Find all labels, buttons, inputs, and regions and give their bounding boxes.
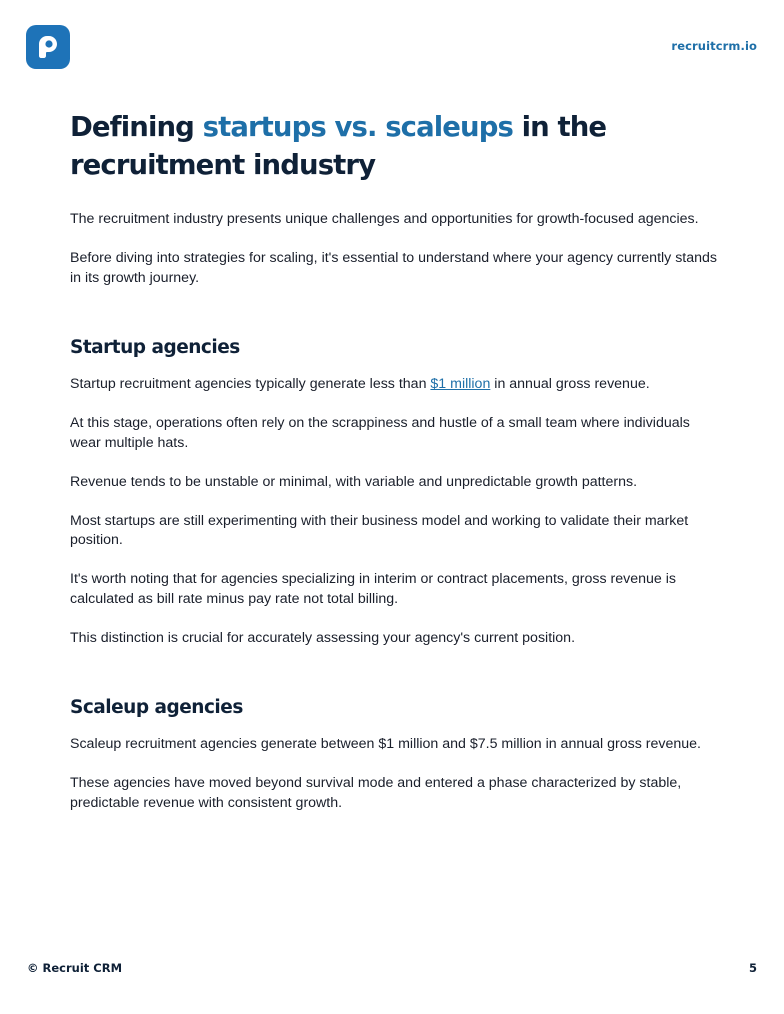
footer-copyright: © Recruit CRM (27, 961, 123, 975)
scaleup-paragraph-1: Scaleup recruitment agencies generate between $1 million and $7.5 million in annual gross revenue. (70, 736, 701, 752)
site-link[interactable]: recruitcrm.io (671, 39, 757, 53)
startup-paragraph-4: Most startups are still experimenting with their business model and working to validate their market position. (70, 512, 689, 548)
startup-paragraph-3: Revenue tends to be unstable or minimal, with variable and unpredictable growth patterns. (70, 473, 638, 490)
one-million-link[interactable]: $1 million (430, 376, 491, 392)
recruitcrm-logo-icon (26, 25, 70, 69)
intro-paragraph-2: Before diving into strategies for scaling, it's essential to understand where your agency currently stands in its growth journey. (70, 250, 718, 286)
title-part-2: in the recruitment industry (70, 111, 607, 181)
startup-p1-after: in annual gross revenue. (490, 376, 650, 392)
title-part-1: Defining (70, 111, 203, 143)
scaleup-paragraph-2: These agencies have moved beyond survival mode and entered a phase characterized by stable, predictable revenue with consistent growth. (70, 775, 682, 811)
logo-glyph (26, 25, 70, 69)
startup-paragraph-1 (70, 375, 720, 395)
startup-paragraph-5: It's worth noting that for agencies specializing in interim or contract placements, gross revenue is calculated as bill rate minus pay rate not total billing. (70, 571, 676, 607)
title-accent: startups vs. scaleups (202, 111, 513, 143)
startup-paragraph-6: This distinction is crucial for accurately assessing your agency's current position. (70, 629, 576, 646)
startup-paragraph-2: At this stage, operations often rely on the scrappiness and hustle of a small team where individuals wear multiple hats. (70, 415, 690, 451)
page-number: 5 (748, 961, 757, 975)
scaleup-heading: Scaleup agencies (70, 697, 243, 718)
startup-p1-before: Startup recruitment agencies typically generate less than (70, 376, 431, 392)
intro-paragraph-1: The recruitment industry presents unique challenges and opportunities for growth-focused agencies. (70, 211, 699, 227)
page-title (70, 108, 730, 184)
page-content (70, 108, 730, 833)
startup-heading: Startup agencies (70, 337, 240, 358)
